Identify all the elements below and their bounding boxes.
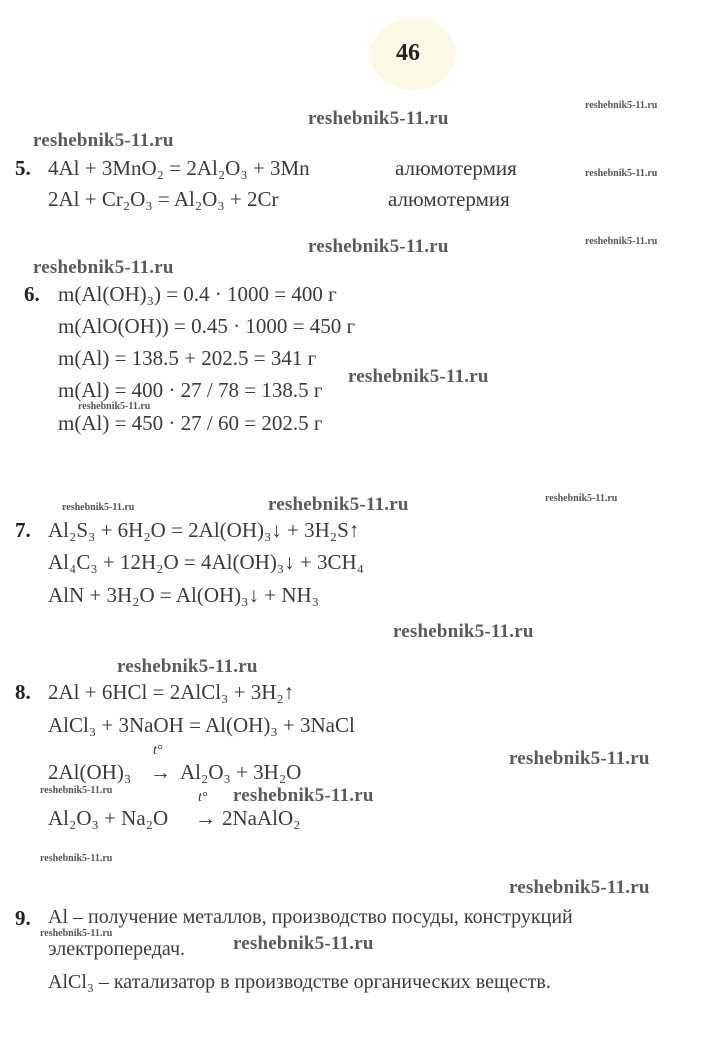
watermark: reshebnik5-11.ru — [268, 494, 409, 515]
equation-left: 2Al(OH)₃ — [48, 760, 132, 784]
heat-condition-label: t° — [198, 790, 208, 805]
equation: 2Al + Cr₂O₃ = Al₂O₃ + 2Cr — [48, 187, 279, 211]
watermark-small: reshebnik5-11.ru — [40, 853, 113, 864]
item-number-5: 5. — [15, 156, 31, 180]
equation: Al₄C₃ + 12H₂O = 4Al(OH)₃↓ + 3CH₄ — [48, 550, 364, 574]
watermark-small: reshebnik5-11.ru — [62, 502, 135, 513]
item-number-9: 9. — [15, 906, 31, 930]
watermark: reshebnik5-11.ru — [117, 656, 258, 677]
watermark: reshebnik5-11.ru — [509, 748, 650, 769]
calculation-line: m(Al) = 400 · 27 / 78 = 138.5 г — [58, 378, 323, 402]
watermark: reshebnik5-11.ru — [308, 108, 449, 129]
page-number: 46 — [396, 40, 420, 66]
text-line: AlCl₃ – катализатор в производстве органических веществ. — [48, 971, 551, 993]
equation: 2Al + 6HCl = 2AlCl₃ + 3H₂↑ — [48, 680, 295, 704]
watermark: reshebnik5-11.ru — [348, 366, 489, 387]
watermark-small: reshebnik5-11.ru — [545, 493, 618, 504]
watermark-small: reshebnik5-11.ru — [40, 928, 113, 939]
equation: 4Al + 3MnO₂ = 2Al₂O₃ + 3Mn — [48, 156, 310, 180]
calculation-line: m(AlO(OH)) = 0.45 · 1000 = 450 г — [58, 314, 356, 338]
reaction-type-label: алюмотермия — [395, 156, 517, 180]
watermark: reshebnik5-11.ru — [233, 933, 374, 954]
text-line: Al – получение металлов, производство посуды, конструкций — [48, 906, 573, 928]
watermark: reshebnik5-11.ru — [308, 236, 449, 257]
text-line: электропередач. — [48, 938, 186, 960]
heat-condition-label: t° — [153, 743, 163, 758]
watermark: reshebnik5-11.ru — [33, 257, 174, 278]
watermark-small: reshebnik5-11.ru — [78, 401, 151, 412]
watermark-small: reshebnik5-11.ru — [40, 785, 113, 796]
watermark-small: reshebnik5-11.ru — [585, 236, 658, 247]
calculation-line: m(Al) = 138.5 + 202.5 = 341 г — [58, 346, 317, 370]
equation-left: Al₂O₃ + Na₂O — [48, 806, 169, 830]
reaction-arrow: → — [195, 806, 216, 830]
watermark: reshebnik5-11.ru — [33, 130, 174, 151]
equation-right: Al₂O₃ + 3H₂O — [180, 760, 302, 784]
equation: AlCl₃ + 3NaOH = Al(OH)₃ + 3NaCl — [48, 713, 355, 737]
calculation-line: m(Al) = 450 · 27 / 60 = 202.5 г — [58, 411, 323, 435]
watermark-small: reshebnik5-11.ru — [585, 168, 658, 179]
reaction-type-label: алюмотермия — [388, 187, 510, 211]
watermark: reshebnik5-11.ru — [233, 785, 374, 806]
reaction-arrow: → — [150, 760, 171, 784]
equation-right: 2NaAlO₂ — [222, 806, 301, 830]
item-number-6: 6. — [24, 282, 40, 306]
item-number-7: 7. — [15, 518, 31, 542]
calculation-line: m(Al(OH)₃) = 0.4 · 1000 = 400 г — [58, 282, 337, 306]
watermark: reshebnik5-11.ru — [509, 877, 650, 898]
item-number-8: 8. — [15, 680, 31, 704]
watermark: reshebnik5-11.ru — [393, 621, 534, 642]
watermark-small: reshebnik5-11.ru — [585, 100, 658, 111]
equation: Al₂S₃ + 6H₂O = 2Al(OH)₃↓ + 3H₂S↑ — [48, 518, 360, 542]
equation: AlN + 3H₂O = Al(OH)₃↓ + NH₃ — [48, 583, 319, 607]
